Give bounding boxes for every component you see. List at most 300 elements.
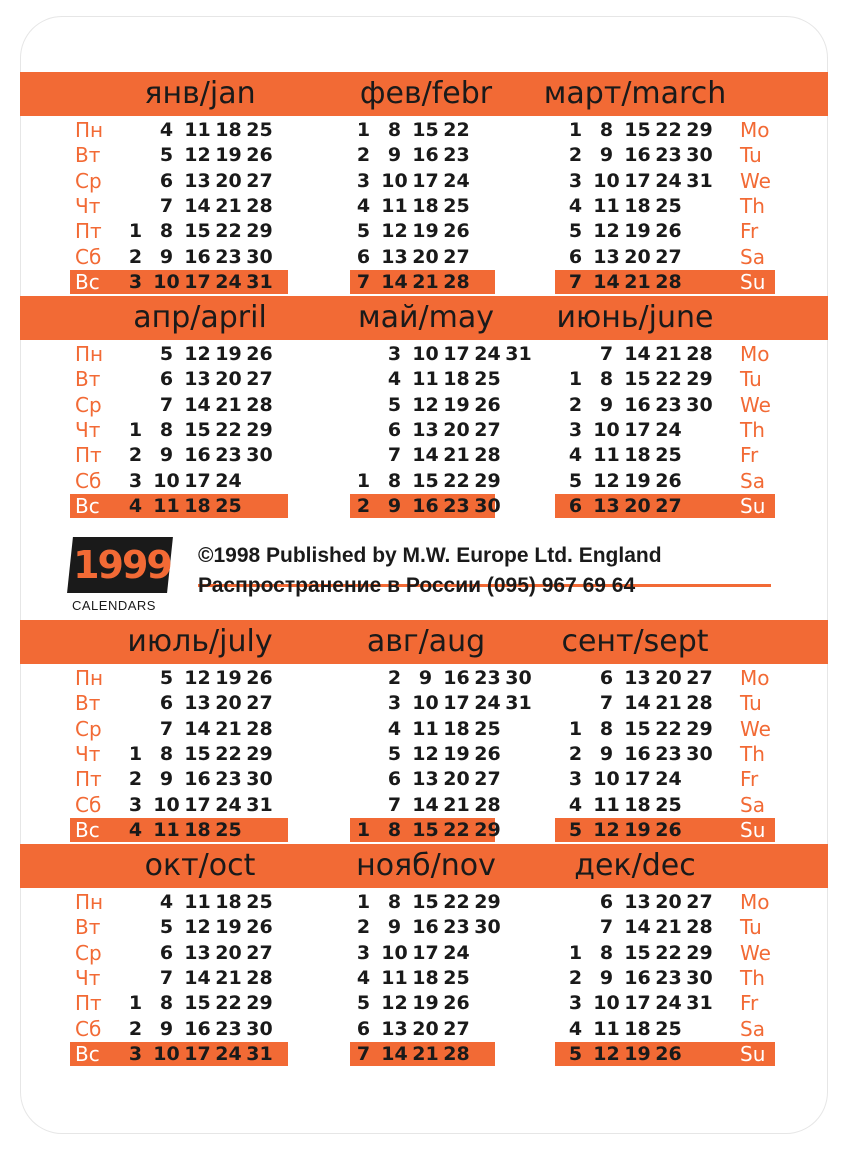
weekday-label-en: Tu (740, 367, 762, 392)
day-number: 1 (568, 717, 583, 740)
day-number (120, 194, 151, 219)
day-number: 4 (159, 119, 174, 141)
day-number (120, 915, 151, 940)
week-row (120, 991, 275, 1016)
day-number: 12 (593, 220, 620, 243)
week-row (348, 494, 503, 519)
day-number: 18 (412, 194, 439, 217)
day-number: 17 (624, 418, 651, 441)
day-number: 16 (624, 144, 651, 167)
weekday-label-en: Th (740, 193, 765, 218)
week-row (348, 890, 503, 915)
day-number: 6 (356, 1017, 371, 1040)
day-number: 24 (655, 169, 682, 192)
day-number: 29 (686, 717, 713, 740)
day-number: 24 (655, 768, 682, 791)
day-number: 2 (128, 444, 143, 467)
weekday-label-en: Sa (740, 792, 765, 817)
day-number: 28 (443, 270, 470, 293)
day-number: 31 (686, 992, 713, 1015)
weekday-label-en: Su (740, 269, 766, 294)
day-number: 27 (655, 245, 682, 268)
day-number: 12 (184, 667, 211, 689)
day-number: 27 (686, 891, 713, 913)
day-number: 2 (356, 916, 371, 939)
day-number: 29 (474, 891, 501, 913)
day-number: 3 (356, 169, 371, 192)
day-number: 9 (159, 444, 174, 467)
day-number: 25 (246, 119, 273, 141)
day-number: 7 (356, 270, 371, 293)
weekday-label-en: Tu (740, 915, 762, 940)
day-number: 25 (215, 818, 242, 841)
day-number: 13 (184, 368, 211, 391)
day-number: 16 (412, 494, 439, 517)
logo-subtitle: CALENDARS (72, 598, 156, 613)
weekday-label-en: Sa (740, 244, 765, 269)
day-number: 22 (443, 469, 470, 492)
day-number: 21 (443, 793, 470, 816)
week-row (120, 494, 244, 519)
day-number: 18 (184, 818, 211, 841)
day-number: 10 (412, 343, 439, 365)
day-number: 4 (387, 368, 402, 391)
day-number: 11 (593, 444, 620, 467)
day-number: 17 (412, 941, 439, 964)
day-number: 17 (443, 343, 470, 365)
day-number: 6 (599, 667, 614, 689)
day-number: 10 (412, 692, 439, 715)
day-number: 16 (184, 444, 211, 467)
day-number: 8 (387, 891, 402, 913)
day-number: 8 (387, 818, 402, 841)
day-number: 1 (356, 891, 371, 913)
day-number: 2 (356, 144, 371, 167)
day-number: 7 (599, 916, 614, 939)
day-number: 23 (215, 768, 242, 791)
day-number: 27 (246, 368, 273, 391)
day-number: 20 (215, 169, 242, 192)
day-number: 26 (655, 1042, 682, 1065)
day-number: 14 (412, 793, 439, 816)
day-number: 12 (412, 393, 439, 416)
day-number: 31 (246, 793, 273, 816)
day-number: 23 (474, 667, 501, 689)
day-number: 21 (655, 343, 682, 365)
week-row (560, 342, 715, 367)
day-number: 8 (599, 119, 614, 141)
day-number: 3 (568, 768, 583, 791)
day-number: 13 (184, 169, 211, 192)
distributor-line: Распространение в России (095) 967 69 64 (198, 574, 636, 597)
day-number: 6 (356, 245, 371, 268)
day-number: 29 (474, 469, 501, 492)
day-number: 15 (184, 992, 211, 1015)
day-number: 24 (443, 169, 470, 192)
weekday-label-en: Mo (740, 890, 770, 914)
day-number (348, 393, 379, 418)
day-number: 4 (128, 494, 143, 517)
day-number: 10 (153, 270, 180, 293)
day-number: 16 (624, 393, 651, 416)
day-number: 29 (474, 818, 501, 841)
month-name: фев/febr (359, 76, 493, 111)
day-number: 16 (184, 245, 211, 268)
day-number: 2 (568, 144, 583, 167)
day-number: 17 (184, 1042, 211, 1065)
day-number: 16 (412, 144, 439, 167)
day-number: 30 (505, 667, 532, 689)
day-number: 15 (412, 119, 439, 141)
day-number: 27 (686, 667, 713, 689)
day-number: 20 (624, 494, 651, 517)
day-number: 28 (655, 270, 682, 293)
day-number: 21 (215, 717, 242, 740)
weekday-label-ru: Сб (75, 1016, 102, 1041)
week-row (120, 118, 275, 143)
day-number: 23 (215, 245, 242, 268)
day-number: 14 (184, 717, 211, 740)
day-number: 23 (443, 494, 470, 517)
day-number: 22 (443, 891, 470, 913)
week-row (560, 270, 684, 295)
day-number: 1 (568, 368, 583, 391)
day-number: 21 (655, 692, 682, 715)
week-row (348, 270, 472, 295)
day-number: 26 (443, 992, 470, 1015)
day-number: 24 (655, 992, 682, 1015)
day-number: 23 (443, 916, 470, 939)
day-number: 8 (387, 119, 402, 141)
day-number: 15 (184, 742, 211, 765)
day-number: 25 (246, 891, 273, 913)
day-number: 5 (387, 742, 402, 765)
weekday-label-en: Su (740, 817, 766, 842)
weekday-label-ru: Пн (75, 118, 104, 142)
week-row (560, 717, 715, 742)
day-number: 17 (184, 469, 211, 492)
day-number (348, 767, 379, 792)
day-number: 15 (412, 891, 439, 913)
week-row (560, 443, 684, 468)
day-number: 7 (568, 270, 583, 293)
week-row (560, 494, 684, 519)
week-row (560, 1042, 684, 1067)
day-number: 3 (387, 343, 402, 365)
day-number: 28 (246, 717, 273, 740)
week-row (560, 742, 715, 767)
week-row (120, 742, 275, 767)
week-row (120, 1017, 275, 1042)
weekday-label-ru: Пт (75, 219, 102, 244)
day-number: 1 (356, 818, 371, 841)
weekday-label-ru: Пн (75, 342, 104, 366)
weekday-label-en: Mo (740, 666, 770, 690)
week-row (348, 1017, 472, 1042)
day-number: 16 (443, 667, 470, 689)
week-row (560, 793, 684, 818)
day-number: 12 (412, 742, 439, 765)
day-number: 18 (624, 194, 651, 217)
day-number: 19 (215, 916, 242, 939)
day-number: 3 (356, 941, 371, 964)
weekday-label-ru: Вт (75, 367, 101, 392)
day-number: 31 (505, 343, 532, 365)
day-number: 9 (599, 966, 614, 989)
day-number: 22 (655, 119, 682, 141)
day-number: 26 (655, 818, 682, 841)
day-number: 22 (655, 368, 682, 391)
weekday-label-en: Fr (740, 443, 759, 468)
day-number: 6 (568, 245, 583, 268)
day-number: 28 (443, 1042, 470, 1065)
day-number: 14 (184, 194, 211, 217)
day-number: 19 (412, 220, 439, 243)
week-row (348, 915, 503, 940)
day-number: 26 (246, 667, 273, 689)
day-number: 19 (624, 818, 651, 841)
day-number: 16 (624, 966, 651, 989)
day-number: 5 (568, 1042, 583, 1065)
week-row (348, 194, 472, 219)
day-number (120, 367, 151, 392)
week-row (348, 393, 503, 418)
day-number: 29 (686, 941, 713, 964)
week-row (120, 890, 275, 915)
weekday-label-ru: Вс (75, 817, 100, 842)
day-number: 11 (153, 818, 180, 841)
weekday-label-ru: Пт (75, 443, 102, 468)
weekday-label-en: Mo (740, 342, 770, 366)
day-number: 11 (381, 194, 408, 217)
day-number: 29 (686, 119, 713, 141)
week-row (120, 793, 275, 818)
day-number: 25 (655, 1017, 682, 1040)
day-number: 23 (215, 444, 242, 467)
day-number: 30 (474, 494, 501, 517)
day-number: 11 (412, 368, 439, 391)
day-number: 9 (599, 144, 614, 167)
day-number: 22 (215, 992, 242, 1015)
day-number: 5 (356, 992, 371, 1015)
day-number: 15 (624, 941, 651, 964)
day-number: 17 (412, 169, 439, 192)
day-number: 25 (655, 194, 682, 217)
day-number: 4 (568, 194, 583, 217)
day-number (348, 742, 379, 767)
day-number: 27 (474, 768, 501, 791)
day-number: 16 (184, 1017, 211, 1040)
day-number: 9 (159, 245, 174, 268)
day-number: 2 (128, 1017, 143, 1040)
week-row (348, 991, 472, 1016)
week-row (348, 1042, 472, 1067)
day-number: 23 (215, 1017, 242, 1040)
day-number: 17 (184, 270, 211, 293)
day-number: 15 (184, 220, 211, 243)
day-number: 27 (474, 418, 501, 441)
day-number: 9 (599, 742, 614, 765)
day-number: 8 (159, 742, 174, 765)
week-row (560, 194, 684, 219)
week-row (560, 169, 715, 194)
day-number (120, 966, 151, 991)
day-number: 19 (624, 220, 651, 243)
day-number: 7 (159, 393, 174, 416)
week-row (120, 767, 275, 792)
week-row (560, 941, 715, 966)
day-number: 19 (443, 742, 470, 765)
day-number: 26 (474, 742, 501, 765)
day-number: 27 (443, 1017, 470, 1040)
day-number: 4 (387, 717, 402, 740)
day-number: 3 (568, 169, 583, 192)
day-number: 15 (624, 717, 651, 740)
day-number (120, 941, 151, 966)
day-number: 9 (599, 393, 614, 416)
day-number: 23 (655, 393, 682, 416)
day-number: 19 (624, 469, 651, 492)
day-number: 25 (655, 793, 682, 816)
day-number: 28 (246, 393, 273, 416)
day-number: 12 (381, 992, 408, 1015)
weekday-label-en: Fr (740, 767, 759, 792)
week-row (348, 691, 534, 716)
day-number: 26 (655, 469, 682, 492)
day-number: 2 (128, 245, 143, 268)
day-number: 7 (599, 692, 614, 715)
day-number: 10 (153, 469, 180, 492)
week-row (560, 118, 715, 143)
day-number: 3 (128, 270, 143, 293)
day-number: 13 (624, 667, 651, 689)
day-number: 28 (686, 916, 713, 939)
day-number: 6 (387, 768, 402, 791)
day-number: 28 (474, 444, 501, 467)
week-row (560, 143, 715, 168)
day-number: 14 (381, 1042, 408, 1065)
day-number: 18 (624, 444, 651, 467)
day-number: 21 (215, 194, 242, 217)
weekday-label-en: Tu (740, 691, 762, 716)
day-number: 6 (159, 692, 174, 715)
weekday-label-en: We (740, 716, 771, 741)
day-number: 6 (159, 169, 174, 192)
week-row (120, 666, 275, 691)
day-number: 21 (655, 916, 682, 939)
week-row (560, 666, 715, 691)
day-number: 21 (412, 270, 439, 293)
week-row (120, 443, 275, 468)
day-number (120, 169, 151, 194)
day-number: 2 (356, 494, 371, 517)
day-number: 28 (474, 793, 501, 816)
day-number: 20 (412, 245, 439, 268)
day-number: 13 (184, 692, 211, 715)
week-row (120, 219, 275, 244)
day-number: 30 (474, 916, 501, 939)
day-number: 4 (128, 818, 143, 841)
day-number: 5 (568, 469, 583, 492)
day-number: 10 (153, 1042, 180, 1065)
week-row (348, 118, 472, 143)
day-number: 4 (568, 793, 583, 816)
day-number: 5 (568, 818, 583, 841)
day-number: 2 (568, 966, 583, 989)
day-number: 30 (686, 393, 713, 416)
day-number: 1 (128, 418, 143, 441)
week-row (120, 966, 275, 991)
day-number (120, 143, 151, 168)
weekday-label-ru: Чт (75, 193, 101, 218)
day-number: 19 (624, 1042, 651, 1065)
weekday-label-en: Sa (740, 468, 765, 493)
week-row (120, 418, 275, 443)
weekday-label-en: Th (740, 965, 765, 990)
month-name: нояб/nov (356, 848, 496, 883)
day-number: 15 (624, 119, 651, 141)
day-number: 4 (159, 891, 174, 913)
month-name: дек/dec (574, 848, 696, 883)
day-number: 26 (474, 393, 501, 416)
day-number: 9 (387, 916, 402, 939)
day-number: 7 (159, 194, 174, 217)
week-row (348, 793, 503, 818)
day-number: 27 (443, 245, 470, 268)
day-number: 14 (412, 444, 439, 467)
week-row (348, 818, 503, 843)
week-row (560, 1017, 684, 1042)
weekday-label-ru: Ср (75, 168, 102, 193)
day-number: 22 (655, 941, 682, 964)
day-number: 13 (184, 941, 211, 964)
day-number (120, 342, 151, 367)
week-row (560, 890, 715, 915)
day-number: 3 (128, 793, 143, 816)
weekday-label-en: Th (740, 741, 765, 766)
day-number (120, 691, 151, 716)
day-number: 12 (593, 1042, 620, 1065)
weekday-label-ru: Пт (75, 991, 102, 1016)
day-number: 5 (356, 220, 371, 243)
day-number: 22 (655, 717, 682, 740)
day-number: 26 (443, 220, 470, 243)
day-number: 31 (246, 270, 273, 293)
day-number (120, 118, 151, 143)
weekday-label-ru: Чт (75, 741, 101, 766)
day-number (348, 443, 379, 468)
day-number: 10 (593, 992, 620, 1015)
weekday-label-ru: Вт (75, 915, 101, 940)
day-number: 22 (443, 119, 470, 141)
day-number: 7 (159, 717, 174, 740)
day-number: 24 (215, 469, 242, 492)
day-number: 15 (624, 368, 651, 391)
day-number: 11 (593, 793, 620, 816)
day-number: 30 (246, 1017, 273, 1040)
day-number: 12 (184, 144, 211, 167)
day-number: 29 (246, 220, 273, 243)
day-number: 8 (159, 992, 174, 1015)
day-number: 19 (443, 393, 470, 416)
day-number: 24 (655, 418, 682, 441)
week-row (560, 393, 715, 418)
day-number: 9 (418, 667, 433, 689)
day-number: 12 (381, 220, 408, 243)
day-number: 18 (443, 717, 470, 740)
day-number: 22 (215, 220, 242, 243)
weekday-label-en: Mo (740, 118, 770, 142)
